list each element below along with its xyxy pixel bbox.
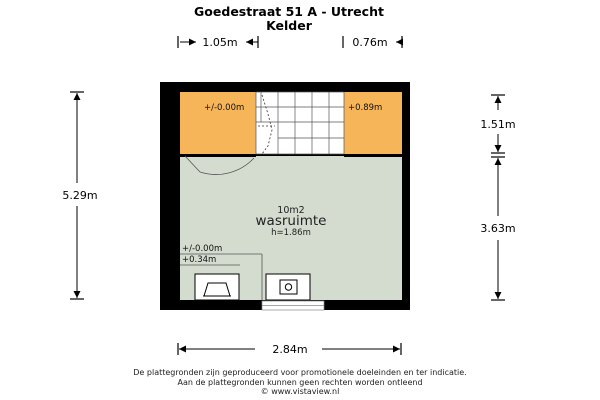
dim-label-top-left: 1.05m [202, 36, 238, 49]
dim-label-right-upper: 1.51m [480, 118, 516, 131]
dim-bottom [178, 343, 401, 356]
interior-wall-right [344, 154, 402, 157]
level-label-storage-left: +/-0.00m [204, 103, 245, 113]
interior-wall [180, 154, 256, 157]
disclaimer-line-1: De plattegronden zijn geproduceerd voor promotionele doeleinden en ter indicatie. [133, 368, 467, 377]
level-label-lower-1: +/-0.00m [182, 244, 223, 254]
dim-label-bottom: 2.84m [272, 343, 308, 356]
dim-label-top-right: 0.76m [352, 36, 388, 49]
dim-label-left: 5.29m [62, 189, 98, 202]
staircase [256, 92, 344, 154]
disclaimer-line-2: Aan de plattegronden kunnen geen rechten worden ontleend [177, 377, 423, 387]
dim-top-left [178, 36, 258, 49]
sink-icon [195, 274, 239, 300]
washing-machine-icon [266, 274, 310, 300]
disclaimer [0, 368, 600, 397]
dim-label-right-lower: 3.63m [480, 222, 516, 235]
copyright-line: © www.vistaview.nl [260, 387, 340, 396]
dim-right-lower [480, 157, 515, 300]
page-title: Goedestraat 51 A - Utrecht [194, 4, 384, 19]
room-name: wasruimte [255, 213, 327, 229]
room-height: h=1.86m [271, 228, 311, 238]
level-label-lower-2: +0.34m [182, 255, 217, 265]
level-label-storage-right: +0.89m [348, 103, 383, 113]
dim-left [62, 92, 97, 299]
dim-top-right [343, 36, 402, 49]
floor-name: Kelder [266, 18, 312, 33]
dim-right-upper [480, 95, 515, 153]
room-area: 10m2 [277, 205, 305, 216]
